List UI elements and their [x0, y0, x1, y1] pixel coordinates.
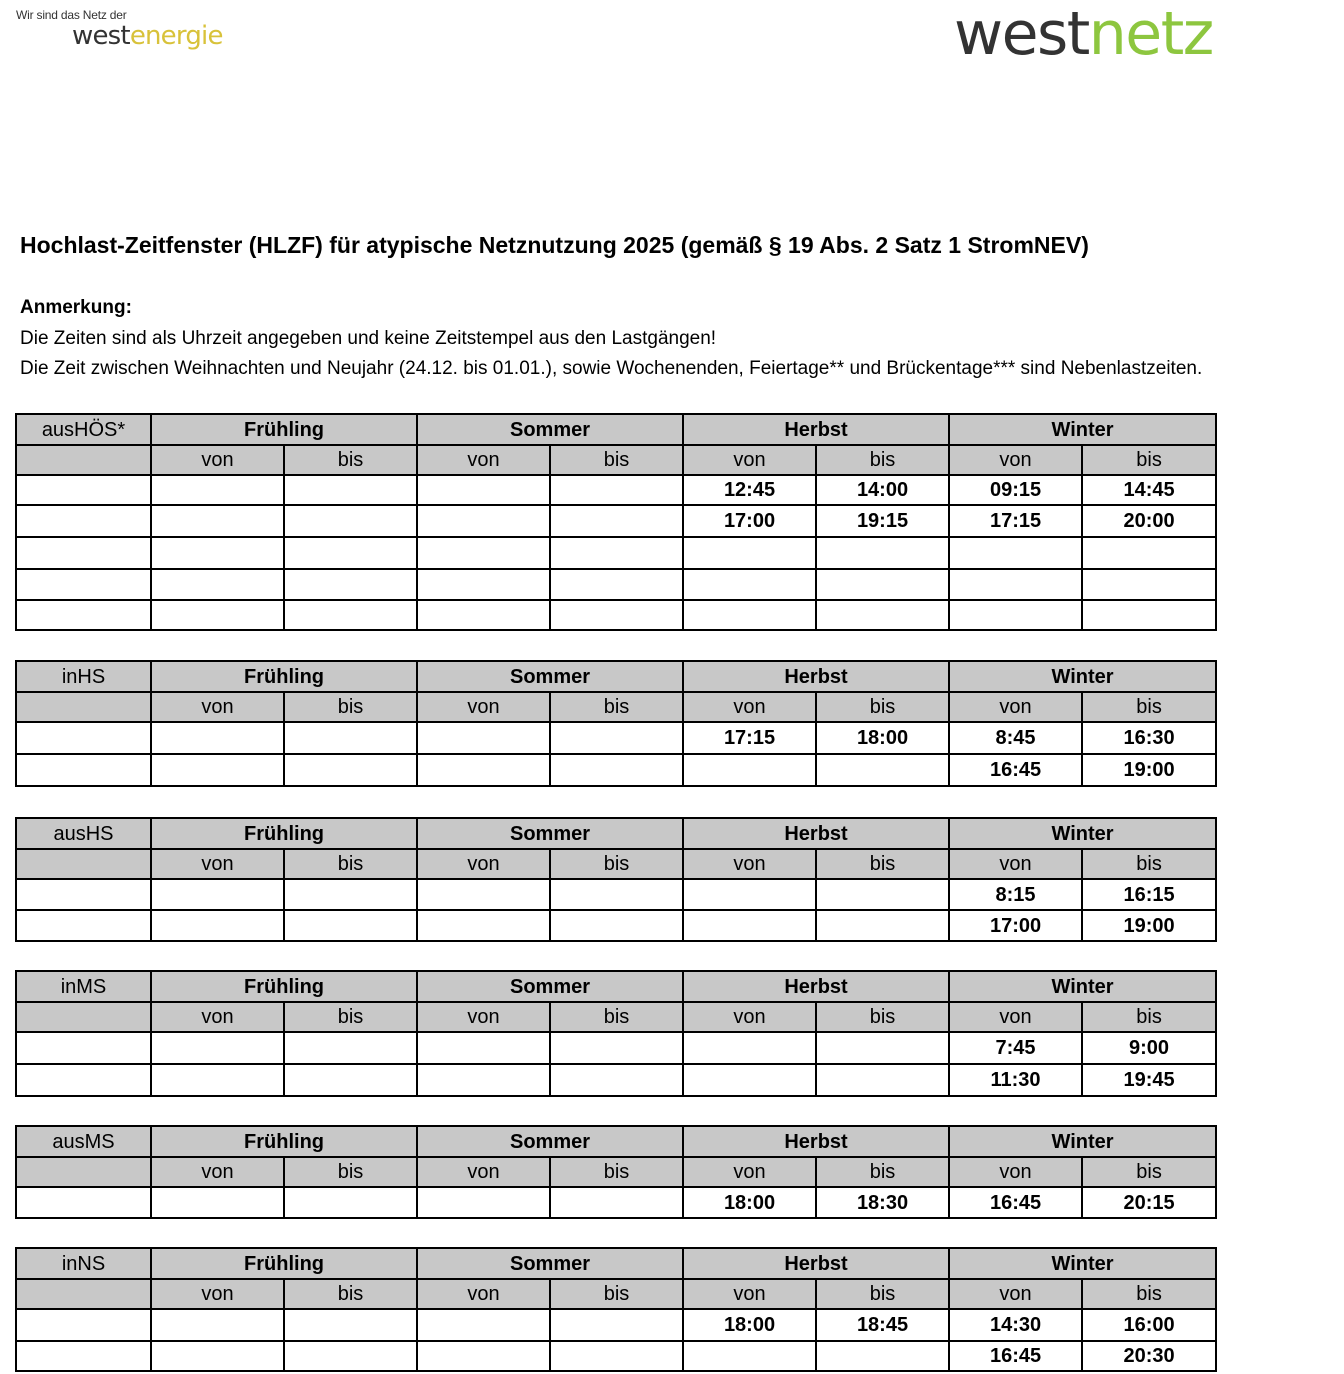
time-cell: 14:45 [1082, 475, 1216, 505]
time-cell [550, 569, 683, 600]
season-header: Herbst [683, 414, 949, 445]
time-cell: 16:45 [949, 1187, 1082, 1218]
time-cell [683, 879, 816, 910]
row-label-cell [16, 1187, 151, 1218]
season-header: Herbst [683, 661, 949, 692]
von-header: von [151, 445, 284, 475]
season-header: Frühling [151, 414, 417, 445]
bis-header: bis [550, 1157, 683, 1187]
time-cell [816, 879, 949, 910]
bis-header: bis [284, 1002, 417, 1032]
time-cell [151, 537, 284, 569]
table-row [16, 569, 1216, 600]
table-row [16, 537, 1216, 569]
von-header: von [417, 1002, 550, 1032]
time-cell: 20:00 [1082, 505, 1216, 537]
time-cell: 19:15 [816, 505, 949, 537]
time-cell [284, 1064, 417, 1096]
time-cell: 20:30 [1082, 1341, 1216, 1371]
time-cell [683, 569, 816, 600]
time-cell [550, 754, 683, 786]
time-cell [284, 475, 417, 505]
voltage-level-label: ausHÖS* [16, 414, 151, 445]
table-row [16, 1187, 1216, 1218]
von-header: von [417, 1279, 550, 1309]
von-header: von [683, 1279, 816, 1309]
westenergie-tagline: Wir sind das Netz der [16, 8, 127, 22]
season-header: Herbst [683, 818, 949, 849]
time-cell [816, 600, 949, 630]
season-header: Sommer [417, 414, 683, 445]
voltage-level-label: ausMS [16, 1126, 151, 1157]
von-header: von [949, 1279, 1082, 1309]
time-cell [683, 910, 816, 941]
time-cell [683, 1341, 816, 1371]
von-header: von [417, 849, 550, 879]
time-cell: 17:15 [949, 505, 1082, 537]
time-cell: 18:00 [683, 1187, 816, 1218]
season-header: Winter [949, 1248, 1216, 1279]
blank-header-cell [16, 1002, 151, 1032]
time-cell [683, 600, 816, 630]
time-cell [550, 879, 683, 910]
time-cell [284, 1032, 417, 1064]
time-cell: 18:00 [816, 722, 949, 754]
season-header: Frühling [151, 1126, 417, 1157]
table-row [16, 910, 1216, 941]
bis-header: bis [816, 849, 949, 879]
season-header: Sommer [417, 661, 683, 692]
bis-header: bis [1082, 692, 1216, 722]
bis-header: bis [284, 849, 417, 879]
table-row [16, 505, 1216, 537]
row-label-cell [16, 910, 151, 941]
time-cell: 16:45 [949, 754, 1082, 786]
time-cell [284, 1341, 417, 1371]
time-cell [417, 600, 550, 630]
time-cell [151, 1187, 284, 1218]
blank-header-cell [16, 445, 151, 475]
time-cell: 16:30 [1082, 722, 1216, 754]
blank-header-cell [16, 1157, 151, 1187]
time-cell [417, 1064, 550, 1096]
time-cell [550, 505, 683, 537]
von-header: von [949, 1157, 1082, 1187]
season-header: Winter [949, 971, 1216, 1002]
row-label-cell [16, 505, 151, 537]
season-header: Winter [949, 818, 1216, 849]
hlzf-table [15, 817, 1217, 942]
voltage-level-label: inMS [16, 971, 151, 1002]
westenergie-wordmark-part2: energie [129, 21, 223, 51]
note-heading: Anmerkung: [20, 297, 132, 318]
time-cell [417, 1309, 550, 1341]
time-cell [949, 537, 1082, 569]
blank-header-cell [16, 849, 151, 879]
von-header: von [683, 849, 816, 879]
time-cell: 19:00 [1082, 754, 1216, 786]
hlzf-table [15, 413, 1217, 631]
time-cell: 9:00 [1082, 1032, 1216, 1064]
time-cell [816, 1032, 949, 1064]
time-cell: 16:45 [949, 1341, 1082, 1371]
table-row [16, 754, 1216, 786]
time-cell [1082, 600, 1216, 630]
von-header: von [151, 692, 284, 722]
table-row [16, 475, 1216, 505]
von-header: von [683, 1157, 816, 1187]
row-label-cell [16, 1064, 151, 1096]
bis-header: bis [816, 692, 949, 722]
season-header: Herbst [683, 1126, 949, 1157]
von-header: von [949, 1002, 1082, 1032]
time-cell [417, 505, 550, 537]
row-label-cell [16, 537, 151, 569]
time-cell [284, 537, 417, 569]
row-label-cell [16, 879, 151, 910]
time-cell [417, 1341, 550, 1371]
row-label-cell [16, 569, 151, 600]
time-cell [284, 1309, 417, 1341]
time-cell [284, 754, 417, 786]
season-header: Sommer [417, 1248, 683, 1279]
row-label-cell [16, 1341, 151, 1371]
time-cell [550, 1309, 683, 1341]
von-header: von [417, 1157, 550, 1187]
time-cell [284, 600, 417, 630]
time-cell [417, 754, 550, 786]
time-cell [284, 879, 417, 910]
westnetz-wordmark-part2: netz [1088, 0, 1213, 69]
westenergie-wordmark-part1: west [72, 21, 130, 51]
time-cell [683, 1064, 816, 1096]
table-row [16, 879, 1216, 910]
hlzf-table [15, 1125, 1217, 1219]
time-cell [151, 1064, 284, 1096]
time-cell [151, 879, 284, 910]
von-header: von [683, 1002, 816, 1032]
time-cell: 16:00 [1082, 1309, 1216, 1341]
time-cell: 8:15 [949, 879, 1082, 910]
bis-header: bis [284, 445, 417, 475]
time-cell [816, 1064, 949, 1096]
time-cell [417, 475, 550, 505]
time-cell [284, 505, 417, 537]
von-header: von [151, 1002, 284, 1032]
von-header: von [949, 445, 1082, 475]
time-cell [284, 1187, 417, 1218]
bis-header: bis [550, 1002, 683, 1032]
von-header: von [949, 849, 1082, 879]
time-cell [417, 537, 550, 569]
time-cell: 17:00 [683, 505, 816, 537]
time-cell [151, 1341, 284, 1371]
von-header: von [151, 1157, 284, 1187]
time-cell [550, 1064, 683, 1096]
row-label-cell [16, 475, 151, 505]
time-cell [151, 1032, 284, 1064]
season-header: Sommer [417, 1126, 683, 1157]
time-cell [949, 600, 1082, 630]
blank-header-cell [16, 1279, 151, 1309]
voltage-level-label: inNS [16, 1248, 151, 1279]
time-cell [683, 754, 816, 786]
time-cell [816, 754, 949, 786]
table-row [16, 1064, 1216, 1096]
time-cell: 12:45 [683, 475, 816, 505]
time-cell [151, 910, 284, 941]
bis-header: bis [816, 1279, 949, 1309]
bis-header: bis [550, 1279, 683, 1309]
bis-header: bis [1082, 445, 1216, 475]
time-cell [816, 1341, 949, 1371]
time-cell: 14:30 [949, 1309, 1082, 1341]
voltage-level-label: ausHS [16, 818, 151, 849]
westenergie-logo [16, 8, 223, 51]
von-header: von [683, 445, 816, 475]
time-cell [417, 1032, 550, 1064]
time-cell: 11:30 [949, 1064, 1082, 1096]
time-cell [151, 475, 284, 505]
time-cell: 18:45 [816, 1309, 949, 1341]
time-cell [816, 537, 949, 569]
season-header: Herbst [683, 971, 949, 1002]
season-header: Frühling [151, 818, 417, 849]
time-cell [284, 910, 417, 941]
season-header: Sommer [417, 971, 683, 1002]
note-line-2: Die Zeit zwischen Weihnachten und Neujahr (24.12. bis 01.01.), sowie Wochenenden, Feiertage** und Brückentage*** sind Nebenlastzeiten. [20, 358, 1203, 379]
document-title: Hochlast-Zeitfenster (HLZF) für atypische Netznutzung 2025 (gemäß § 19 Abs. 2 Satz 1 StromNEV) [20, 232, 1089, 258]
season-header: Winter [949, 414, 1216, 445]
time-cell [417, 569, 550, 600]
season-header: Sommer [417, 818, 683, 849]
season-header: Herbst [683, 1248, 949, 1279]
time-cell [550, 1187, 683, 1218]
time-cell [151, 569, 284, 600]
von-header: von [151, 849, 284, 879]
time-cell [949, 569, 1082, 600]
season-header: Winter [949, 661, 1216, 692]
time-cell [417, 722, 550, 754]
bis-header: bis [816, 1157, 949, 1187]
time-cell [816, 910, 949, 941]
season-header: Frühling [151, 1248, 417, 1279]
von-header: von [417, 692, 550, 722]
time-cell [417, 910, 550, 941]
row-label-cell [16, 722, 151, 754]
row-label-cell [16, 1309, 151, 1341]
time-cell [1082, 569, 1216, 600]
time-cell: 19:00 [1082, 910, 1216, 941]
westenergie-wordmark [72, 21, 223, 51]
von-header: von [949, 692, 1082, 722]
season-header: Frühling [151, 661, 417, 692]
bis-header: bis [1082, 1279, 1216, 1309]
row-label-cell [16, 600, 151, 630]
row-label-cell [16, 754, 151, 786]
time-cell [683, 1032, 816, 1064]
time-cell [550, 1341, 683, 1371]
time-cell [550, 600, 683, 630]
table-row [16, 722, 1216, 754]
blank-header-cell [16, 692, 151, 722]
hlzf-table [15, 970, 1217, 1097]
table-row [16, 1341, 1216, 1371]
von-header: von [151, 1279, 284, 1309]
time-cell [550, 537, 683, 569]
time-cell: 18:30 [816, 1187, 949, 1218]
von-header: von [683, 692, 816, 722]
time-cell: 19:45 [1082, 1064, 1216, 1096]
time-cell [151, 1309, 284, 1341]
time-cell [1082, 537, 1216, 569]
time-cell: 17:15 [683, 722, 816, 754]
von-header: von [417, 445, 550, 475]
time-cell: 14:00 [816, 475, 949, 505]
bis-header: bis [284, 1279, 417, 1309]
time-cell: 8:45 [949, 722, 1082, 754]
row-label-cell [16, 1032, 151, 1064]
hlzf-table [15, 1247, 1217, 1372]
time-cell [816, 569, 949, 600]
season-header: Winter [949, 1126, 1216, 1157]
bis-header: bis [1082, 1002, 1216, 1032]
time-cell [550, 1032, 683, 1064]
time-cell [550, 722, 683, 754]
time-cell [284, 722, 417, 754]
time-cell [417, 879, 550, 910]
time-cell [550, 910, 683, 941]
time-cell: 17:00 [949, 910, 1082, 941]
time-cell [417, 1187, 550, 1218]
bis-header: bis [1082, 1157, 1216, 1187]
table-row [16, 600, 1216, 630]
time-cell: 09:15 [949, 475, 1082, 505]
time-cell [151, 505, 284, 537]
time-cell: 7:45 [949, 1032, 1082, 1064]
table-row [16, 1309, 1216, 1341]
time-cell [550, 475, 683, 505]
bis-header: bis [284, 692, 417, 722]
voltage-level-label: inHS [16, 661, 151, 692]
bis-header: bis [550, 692, 683, 722]
time-cell: 18:00 [683, 1309, 816, 1341]
time-cell: 16:15 [1082, 879, 1216, 910]
westnetz-logo [954, 0, 1213, 70]
table-row [16, 1032, 1216, 1064]
hlzf-table [15, 660, 1217, 787]
bis-header: bis [550, 849, 683, 879]
season-header: Frühling [151, 971, 417, 1002]
time-cell [151, 600, 284, 630]
bis-header: bis [284, 1157, 417, 1187]
note-line-1: Die Zeiten sind als Uhrzeit angegeben und keine Zeitstempel aus den Lastgängen! [20, 328, 717, 349]
bis-header: bis [1082, 849, 1216, 879]
time-cell [151, 722, 284, 754]
bis-header: bis [816, 445, 949, 475]
westnetz-wordmark-part1: west [954, 0, 1089, 69]
bis-header: bis [816, 1002, 949, 1032]
bis-header: bis [550, 445, 683, 475]
time-cell [683, 537, 816, 569]
time-cell [151, 754, 284, 786]
time-cell: 20:15 [1082, 1187, 1216, 1218]
time-cell [284, 569, 417, 600]
